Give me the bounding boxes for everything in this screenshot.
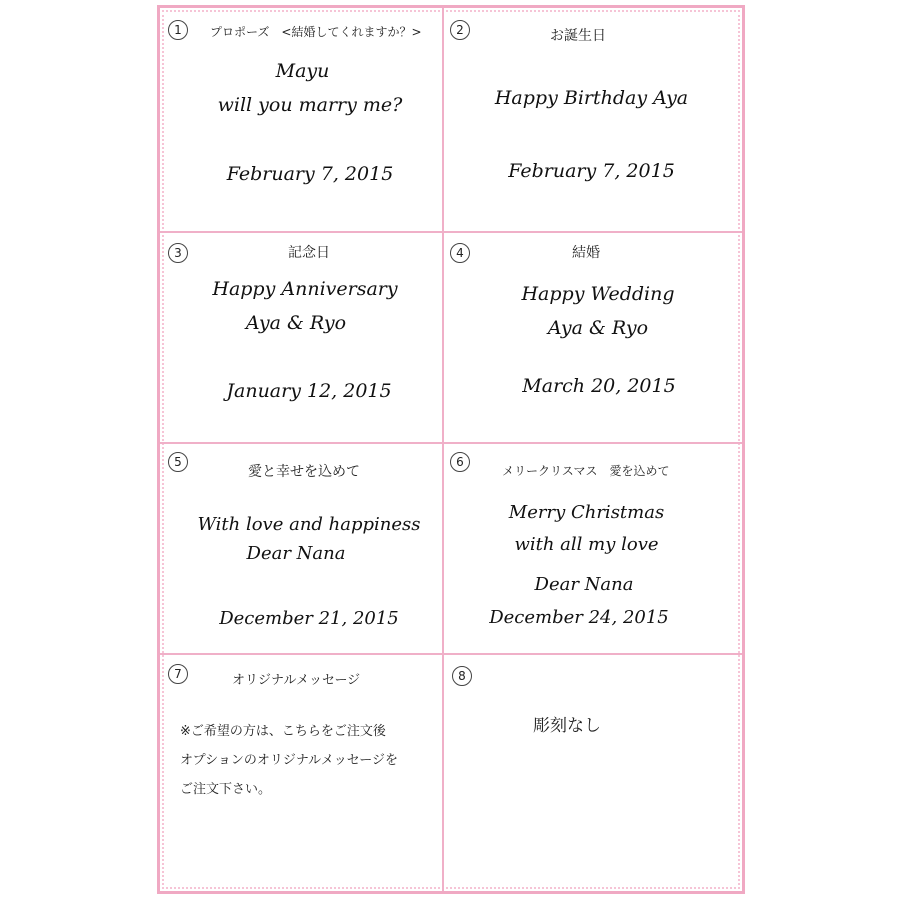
note-line-7-1: ※ご希望の方は、こちらをご注文後 [180,724,386,739]
message-line-4-1: Happy Wedding [521,283,675,305]
note-line-7-3: ご注文下さい。 [180,782,272,797]
message-date-5: December 21, 2015 [219,608,399,629]
no-engraving-label: 彫刻なし [533,716,601,736]
option-number-6: 6 [450,452,470,472]
option-number-8: 8 [452,666,472,686]
option-cell-4[interactable] [444,233,742,442]
message-line-5-2: Dear Nana [246,543,346,564]
option-number-7: 7 [168,664,188,684]
message-line-6-2: with all my love [514,534,659,555]
option-cell-6[interactable] [444,444,742,653]
option-title-3: 記念日 [288,245,330,261]
option-title-6: メリークリスマス 愛を込めて [502,464,670,478]
option-title-1: プロポーズ <結婚してくれますか？> [210,25,422,39]
message-line-3-2: Aya & Ryo [245,312,347,334]
option-title-5: 愛と幸せを込めて [248,464,360,480]
message-line-1-2: will you marry me? [217,94,403,116]
option-title-7: オリジナルメッセージ [232,673,361,688]
message-line-3-1: Happy Anniversary [212,278,398,300]
message-line-4-2: Aya & Ryo [547,317,649,339]
option-cell-7[interactable] [160,655,442,891]
option-cell-2[interactable] [444,8,742,231]
option-number-1: 1 [168,20,188,40]
engraving-options-sheet [157,5,745,894]
message-line-1-1: Mayu [275,60,330,82]
message-line-6-1: Merry Christmas [508,502,665,523]
option-title-2: お誕生日 [550,28,606,44]
option-number-4: 4 [450,243,470,263]
option-number-5: 5 [168,452,188,472]
option-cell-8[interactable] [444,655,742,891]
option-cell-1[interactable] [160,8,442,231]
option-title-4: 結婚 [572,245,600,261]
message-date-4: March 20, 2015 [522,375,676,397]
message-line-5-1: With love and happiness [197,514,421,535]
option-number-2: 2 [450,20,470,40]
option-cell-3[interactable] [160,233,442,442]
message-line-6-3: Dear Nana [534,574,634,595]
message-date-1: February 7, 2015 [226,163,394,185]
message-date-2: February 7, 2015 [508,160,675,182]
note-line-7-2: オプションのオリジナルメッセージを [180,753,399,768]
option-number-3: 3 [168,243,188,263]
message-date-3: January 12, 2015 [226,380,392,402]
message-date-6: December 24, 2015 [489,607,669,628]
message-line-2-1: Happy Birthday Aya [494,87,689,109]
option-cell-5[interactable] [160,444,442,653]
